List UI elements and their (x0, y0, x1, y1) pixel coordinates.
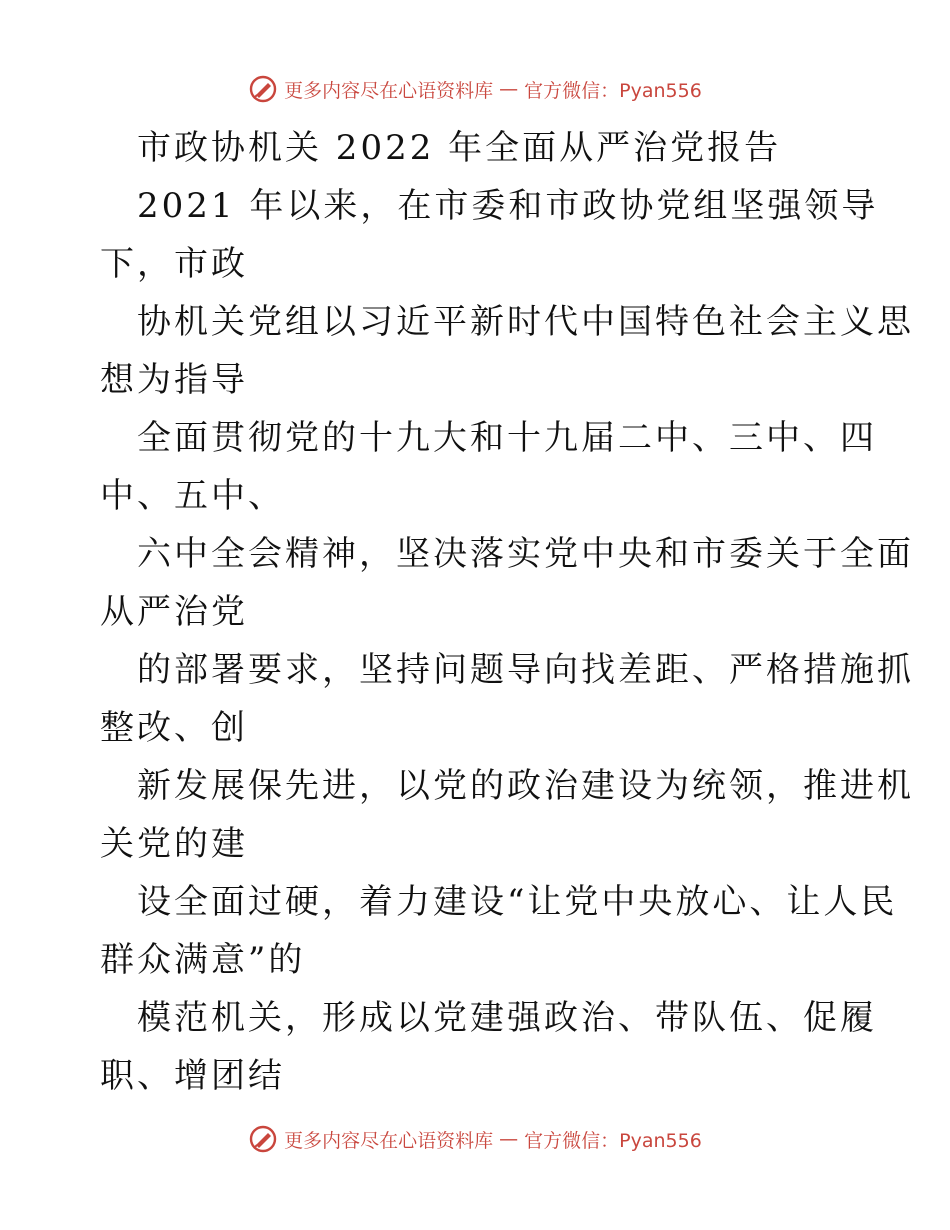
paragraph-line: 关党的建 (100, 824, 248, 864)
paragraph-line: 想为指导 (100, 360, 248, 400)
paragraph-line: 从严治党 (100, 592, 248, 632)
header-watermark (0, 74, 950, 104)
footer-watermark (0, 1124, 950, 1154)
watermark-main-text: 更多内容尽在心语资料库 (284, 1129, 494, 1152)
paragraph-line: 群众满意”的 (100, 940, 306, 980)
paragraph-line: 全面贯彻党的十九大和十九届二中、三中、四 (137, 418, 877, 458)
watermark-wechat-text: 官方微信：Pyan556 (524, 1129, 702, 1152)
watermark-separator: — (499, 78, 519, 100)
paragraph-line: 模范机关，形成以党建强政治、带队伍、促履 (137, 998, 877, 1038)
pen-logo-icon (248, 1124, 278, 1154)
watermark-wechat-text: 官方微信：Pyan556 (524, 79, 702, 102)
paragraph-line: 的部署要求，坚持问题导向找差距、严格措施抓 (137, 650, 914, 690)
paragraph-line: 整改、创 (100, 708, 248, 748)
paragraph-line: 新发展保先进，以党的政治建设为统领，推进机 (137, 766, 914, 806)
watermark-main-text: 更多内容尽在心语资料库 (284, 79, 494, 102)
paragraph-line: 职、增团结 (100, 1056, 285, 1096)
paragraph-line: 中、五中、 (100, 476, 285, 516)
paragraph-line: 设全面过硬，着力建设“让党中央放心、让人民 (137, 882, 898, 922)
paragraph-line: 协机关党组以习近平新时代中国特色社会主义思 (137, 302, 914, 342)
paragraph-line: 六中全会精神，坚决落实党中央和市委关于全面 (137, 534, 914, 574)
watermark-separator: — (499, 1128, 519, 1150)
pen-logo-icon (248, 74, 278, 104)
paragraph-line: 2021 年以来，在市委和市政协党组坚强领导 (137, 186, 879, 226)
document-title: 市政协机关 2022 年全面从严治党报告 (137, 128, 782, 168)
paragraph-line: 下，市政 (100, 244, 248, 284)
